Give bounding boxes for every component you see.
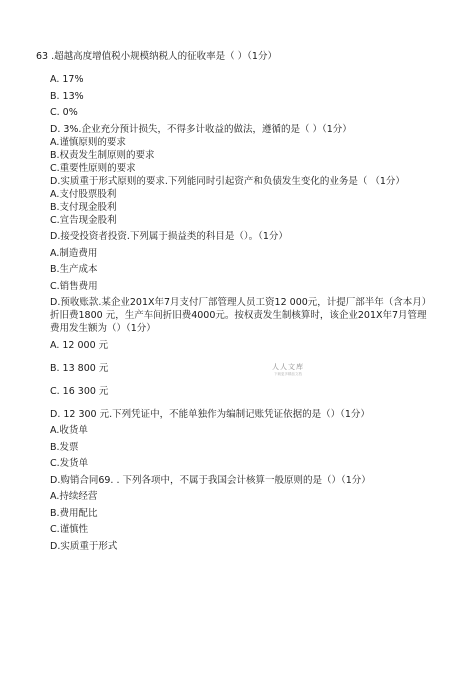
watermark-logo [262,363,314,377]
question-list [36,50,436,553]
option-d-with-next-question: D.购销合同69. . 下列各项中，不属于我国会计核算一般原则的是（）（1分） [50,474,371,486]
option-c: C.宣告现金股利 [50,214,117,226]
option-c: C.谨慎性 [50,524,89,535]
option-a: A.支付股票股利 [50,188,117,200]
option-d: D.实质重于形式 [50,540,118,552]
option-b: B.费用配比 [50,507,98,519]
option-c: C.销售费用 [50,280,98,292]
option-a: A.谨慎原则的要求 [50,136,126,148]
option-c: C.发货单 [50,458,89,469]
watermark-subtitle: 下载更多精品文档 [274,372,302,376]
option-a: A. 17% [50,74,84,85]
option-c: C.重要性原则的要求 [50,162,136,174]
option-b: B.生产成本 [50,264,98,275]
option-a: A.制造费用 [50,247,98,259]
option-b: B. 13% [50,90,84,102]
option-a: A.持续经营 [50,491,98,502]
option-b: B. 13 800 元 [50,362,109,374]
option-c: C. 0% [50,107,78,118]
option-d-with-next-question: D. 3%.企业充分预计损失，不得多计收益的做法，遵循的是（ ）（1分） [50,123,352,135]
question-63-text: 63 .超越高度增值税小规模纳税人的征收率是（ ）（1分） [36,51,277,62]
option-d-with-next-question: D.接受投资者投资.下列属于损益类的科目是（）。（1分） [50,231,288,242]
option-a: A.收货单 [50,425,88,436]
option-a: A. 12 000 元 [50,339,109,351]
option-b: B.权责发生制原则的要求 [50,149,155,161]
option-b: B.支付现金股利 [50,201,117,213]
option-b: B.发票 [50,441,79,453]
option-d-with-next-question: D.实质重于形式原则的要求.下列能同时引起资产和负债发生变化的业务是（ （1分） [50,175,405,187]
option-d-with-next-question: D. 12 300 元.下列凭证中，不能单独作为编制记账凭证依据的是（）（1分） [50,408,370,420]
watermark-title: 人人文库 [272,363,304,371]
option-c: C. 16 300 元 [50,385,109,397]
option-d-with-next-question: D.预收账款.某企业201X年7月支付厂部管理人员工资12 000元，计提厂部半年（含本月）折旧费1800 元，生产车间折旧费4000元。按权责发生制核算时，该企业201X年7月管理费用发生额为（）（1分） [50,297,432,334]
